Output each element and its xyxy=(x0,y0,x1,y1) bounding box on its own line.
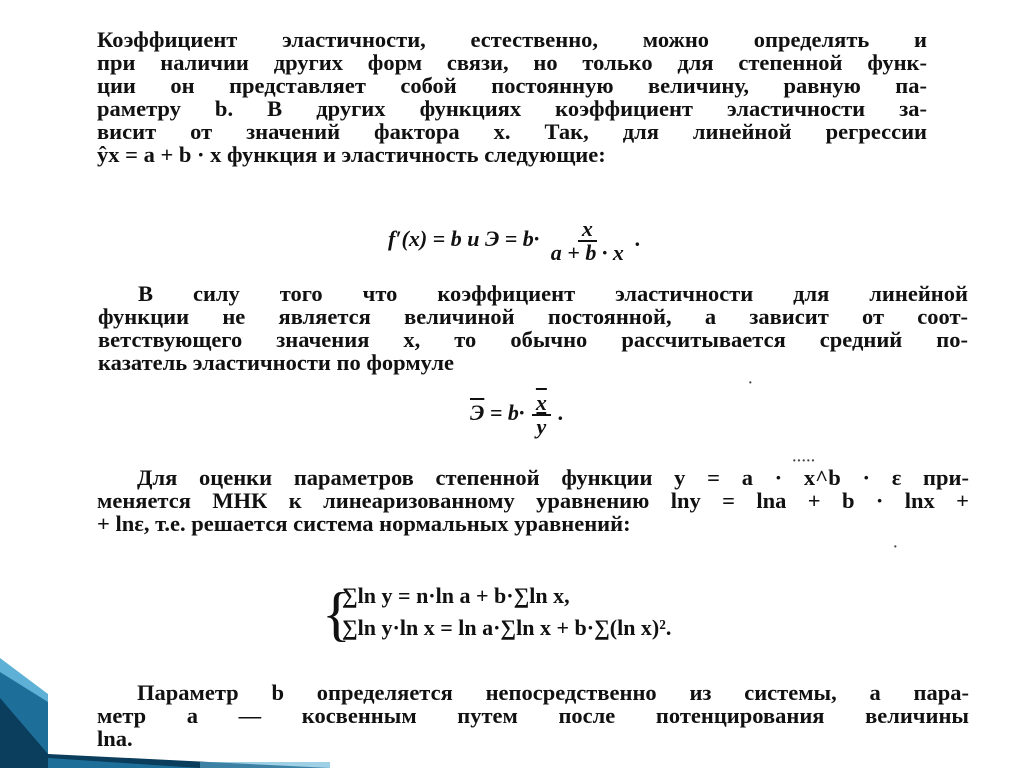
text-line: Коэффициент эластичности, естественно, можно определять и xyxy=(97,27,927,52)
text-line: + lnε, т.е. решается система нормальных уравнений: xyxy=(97,511,631,536)
text-line: lna. xyxy=(97,726,133,751)
formula-left: f′(x) = b и Э = b· xyxy=(388,226,540,252)
formula-symbol: Э xyxy=(470,400,485,426)
equation-system xyxy=(322,580,672,647)
fraction xyxy=(547,218,628,264)
text-line: при наличии других форм связи, но только для степенной функ- xyxy=(97,50,927,75)
fraction-numerator: $\overline{x}$ xyxy=(532,392,551,416)
fraction-numerator: x xyxy=(578,218,597,242)
scan-artifact: · xyxy=(893,540,898,555)
formula-mid: = b· xyxy=(484,400,525,426)
equation-2: ∑ln y·ln x = ln a·∑ln x + b·∑(ln x)². xyxy=(342,615,672,640)
text-line: ŷx = a + b · x функция и эластичность следующие: xyxy=(97,142,606,167)
text-line: меняется МНК к линеаризованному уравнению lny = lna + b · lnx + xyxy=(97,488,969,513)
formula-linear-elasticity xyxy=(388,218,641,264)
formula-end: . xyxy=(635,226,641,252)
fraction-denominator: a + b · x xyxy=(550,240,624,265)
scan-artifact: · xyxy=(748,376,753,391)
decorative-corner-shape xyxy=(0,658,330,768)
formula-average-elasticity xyxy=(470,392,564,438)
text-line: раметру b. В других функциях коэффициент эластичности за- xyxy=(97,96,927,121)
fraction-denominator: y xyxy=(536,414,547,439)
system-brace: { xyxy=(322,581,351,647)
paragraph-average-elasticity xyxy=(98,281,968,375)
text-line: казатель эластичности по формуле xyxy=(98,350,454,375)
equation-1: ∑ln y = n·ln a + b·∑ln x, xyxy=(342,583,570,608)
system-equations xyxy=(342,580,671,644)
paragraph-elasticity-intro xyxy=(97,28,927,166)
formula-end: . xyxy=(558,400,564,426)
text-line: метр a — косвенным путем после потенцирования величины xyxy=(97,703,969,728)
fraction xyxy=(532,392,551,438)
text-line: Для оценки параметров степенной функции y = a · x^b · ε при- xyxy=(137,465,969,490)
text-line: функции не является величиной постоянной, а зависит от соот- xyxy=(98,304,968,329)
text-line: ции он представляет собой постоянную величину, равную па- xyxy=(97,73,927,98)
text-line: В силу того что коэффициент эластичности для линейной xyxy=(138,281,968,306)
text-line: Параметр b определяется непосредственно из системы, а пара- xyxy=(137,680,969,705)
paragraph-power-function xyxy=(97,465,969,536)
text-line: висит от значений фактора x. Так, для линейной регрессии xyxy=(97,119,927,144)
text-line: ветствующего значения x, то обычно рассчитывается средний по- xyxy=(98,327,968,352)
scan-artifact: ····· xyxy=(792,454,816,469)
